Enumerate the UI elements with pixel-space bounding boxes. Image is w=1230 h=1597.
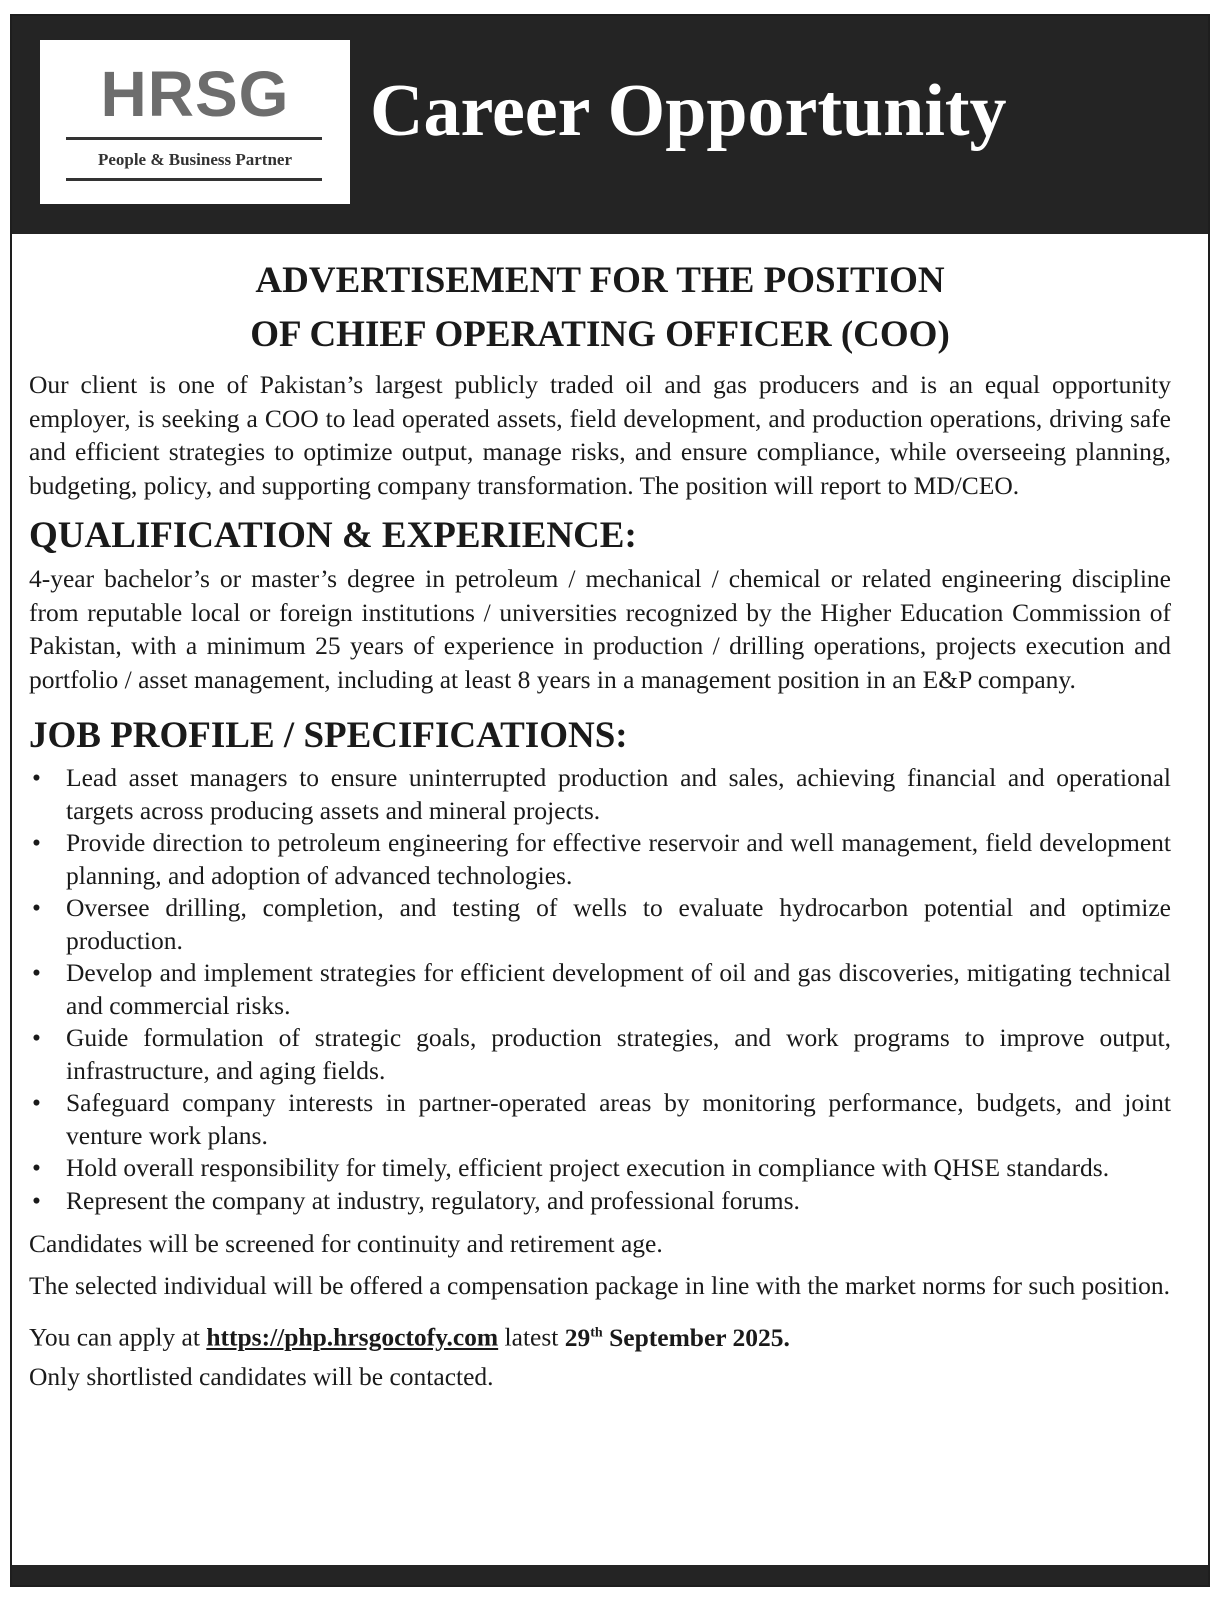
bullet-icon: • [32,1088,41,1117]
position-headline [29,254,1171,362]
company-logo [40,40,350,204]
intro-paragraph: Our client is one of Pakistan’s largest publicly traded oil and gas producers and is an equal opportunity employer, is seeking a COO to lead operated assets, field development, and production operations, driving safe and efficient strategies to optimize output, manage risks, and ensure compliance, while overseeing planning, budgeting, policy, and supporting company transformation. The position will report to MD/CEO. [29,370,1171,500]
list-item-text: Hold overall responsibility for timely, efficient project execution in compliance with QHSE standards. [66,1153,1110,1182]
job-profile-list [29,762,1171,1217]
apply-prefix: You can apply at [29,1322,200,1352]
page-title: Career Opportunity [370,70,1007,152]
headline-line-2: OF CHIEF OPERATING OFFICER (COO) [250,314,950,355]
bullet-icon: • [32,1023,41,1052]
closing-note: Only shortlisted candidates will be contacted. [29,1361,494,1391]
deadline-day: 29 [564,1322,591,1352]
list-item [29,827,1171,892]
deadline-month-year: September 2025. [609,1322,790,1352]
apply-link[interactable]: https://php.hrsgoctofy.com [206,1322,499,1352]
header-banner [12,16,1208,234]
list-item-text: Safeguard company interests in partner-operated areas by monitoring performance, budgets, and joint venture work plans. [66,1088,1171,1150]
compensation-note: The selected individual will be offered a compensation package in line with the market norms for such position. [29,1270,1171,1300]
list-item-text: Lead asset managers to ensure uninterrupted production and sales, achieving financial and operational targets across producing assets and mineral projects. [66,763,1171,825]
logo-divider-top [66,137,322,140]
footer-bar [12,1565,1208,1585]
advertisement-frame [10,14,1210,1587]
list-item [29,1022,1171,1087]
screening-note: Candidates will be screened for continuity and retirement age. [29,1229,663,1258]
list-item [29,1185,1171,1218]
qualification-heading: QUALIFICATION & EXPERIENCE: [29,515,637,556]
list-item [29,957,1171,1022]
list-item [29,892,1171,957]
list-item-text: Guide formulation of strategic goals, production strategies, and work programs to improve output, infrastructure, and aging fields. [66,1023,1171,1085]
list-item-text: Provide direction to petroleum engineering for effective reservoir and well management, field development planning, and adoption of advanced technologies. [66,828,1171,890]
list-item [29,1152,1171,1185]
bullet-icon: • [32,828,41,857]
logo-tagline: People & Business Partner [97,150,293,169]
job-profile-heading: JOB PROFILE / SPECIFICATIONS: [29,715,628,756]
list-item [29,1087,1171,1152]
list-item-text: Develop and implement strategies for efficient development of oil and gas discoveries, mitigating technical and commercial risks. [66,958,1171,1020]
bullet-icon: • [32,893,41,922]
bullet-icon: • [32,1153,41,1182]
logo-wordmark: HRSG [100,58,290,130]
list-item [29,762,1171,827]
bullet-icon: • [32,763,41,792]
advertisement-body [29,254,1171,1393]
deadline-date [565,1323,790,1352]
bullet-icon: • [32,1185,41,1215]
headline-line-1: ADVERTISEMENT FOR THE POSITION [255,260,945,301]
apply-latest: latest [504,1322,559,1352]
logo-divider-bottom [66,178,322,181]
list-item-text: Oversee drilling, completion, and testing of wells to evaluate hydrocarbon potential and optimize production. [66,893,1171,955]
qualification-paragraph: 4-year bachelor’s or master’s degree in petroleum / mechanical / chemical or related engineering discipline from reputable local or foreign institutions / universities recognized by the Higher Education Commission of Pakistan, with a minimum 25 years of experience in production / drilling operations, projects execution and portfolio / asset management, including at least 8 years in a management position in an E&P company. [29,564,1171,694]
deadline-day-suffix: th [590,1325,603,1340]
bullet-icon: • [32,958,41,987]
list-item-text: Represent the company at industry, regulatory, and professional forums. [66,1185,800,1215]
apply-line [29,1316,1171,1354]
